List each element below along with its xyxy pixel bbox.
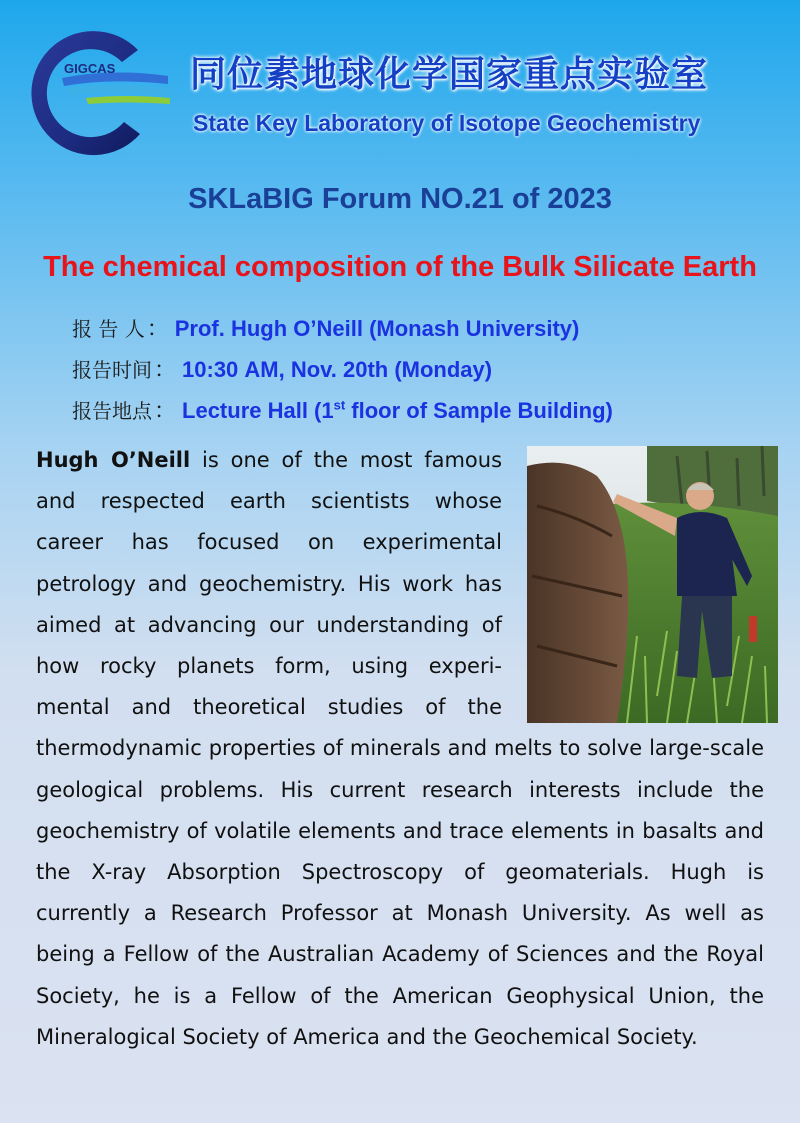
time-value: 10:30 AM, Nov. 20th (Monday) — [182, 357, 493, 382]
place-colon: ： — [154, 398, 177, 423]
lab-title-chinese: 同位素地球化学国家重点实验室 — [190, 54, 709, 95]
bio-text: is one of the most famous and respected earth scientists whose career has focused on experimental petrology and geochemistry. His work has aimed at advancing our understanding of how rocky planets form, using experi-mental and theoretical studies of the thermodynamic properties of minerals and melts to solve large-scale geological problems. His current research interests include the geochemistry of volatile elements and trace elements in basalts and the X-ray Absorption Spectroscopy of geomaterials. Hugh is currently a Research Professor at Monash University. As well as being a Fellow of the Australian Academy of Sciences and the Royal Society, he is a Fellow of the American Geophysical Union, the Mineralogical Society of America and the Geochemical Society. — [36, 448, 764, 1049]
speaker-colon: ： — [146, 316, 169, 341]
place-value-sup: st — [333, 397, 346, 413]
place-row — [72, 394, 613, 424]
gigcas-logo — [20, 22, 170, 162]
speaker-value: Prof. Hugh O’Neill (Monash University) — [174, 316, 580, 341]
time-label: 报告时间 — [72, 358, 152, 382]
forum-title: SKLaBIG Forum NO.21 of 2023 — [188, 183, 612, 215]
bio-speaker-name: Hugh O’Neill — [36, 448, 191, 472]
svg-text:GIGCAS: GIGCAS — [64, 61, 116, 76]
speaker-label: 报 告 人 — [72, 317, 145, 341]
speaker-bio — [36, 440, 764, 1058]
time-colon: ： — [154, 357, 177, 382]
photo-spacer — [514, 440, 764, 723]
time-row — [72, 353, 492, 383]
speaker-row — [72, 312, 579, 342]
lab-title-english: State Key Laboratory of Isotope Geochemistry — [193, 110, 701, 136]
talk-title: The chemical composition of the Bulk Silicate Earth — [43, 251, 757, 283]
place-value-post: floor of Sample Building) — [345, 398, 613, 423]
place-value-pre: Lecture Hall (1 — [182, 398, 334, 423]
place-label: 报告地点 — [72, 399, 152, 423]
place-value — [182, 398, 613, 423]
